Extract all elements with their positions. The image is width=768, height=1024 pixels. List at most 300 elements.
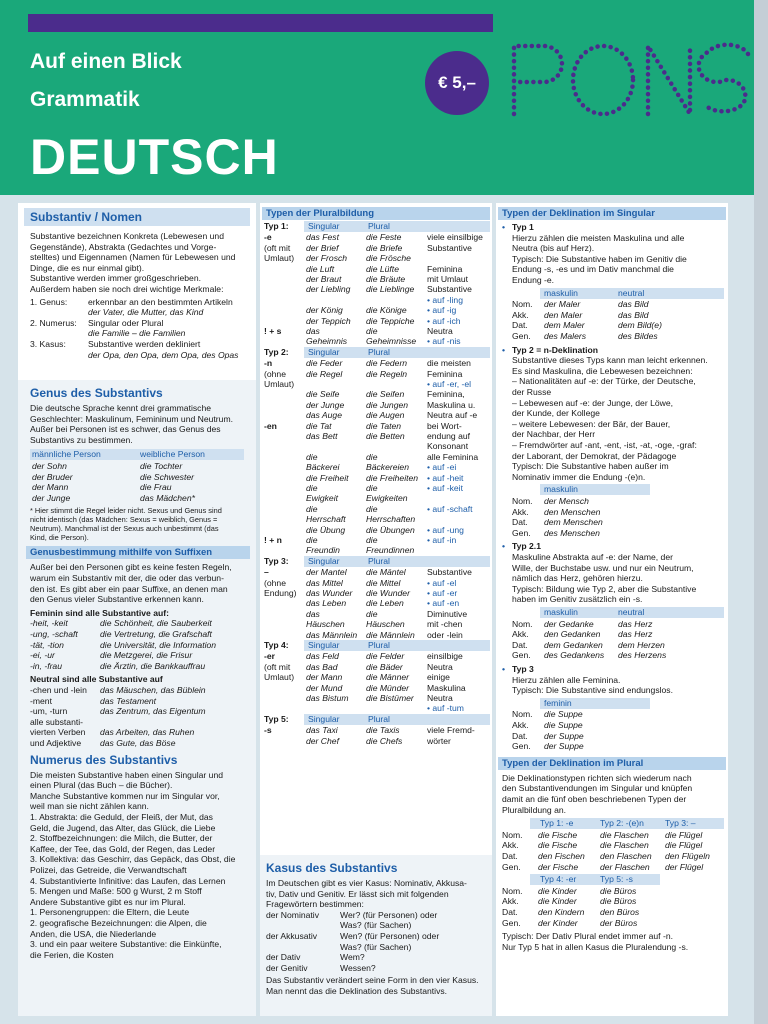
case-form: den Gedanken (544, 629, 601, 640)
plural-form: die (366, 503, 378, 514)
case-label: Nom. (512, 496, 533, 506)
plural-form: die Mäntel (366, 567, 406, 578)
kasus-footer: Man nennt das die Deklination des Substantivs. (266, 986, 448, 996)
genus-female-example: die Frau (140, 482, 172, 493)
plural-type-note: ! + s (264, 326, 282, 336)
plural-form: Geheimnisse (366, 336, 417, 347)
plural-type-note: -en (264, 420, 277, 431)
plural-type-label: Typ 1: (264, 221, 289, 231)
case-form: der Suppe (544, 730, 584, 741)
bullet: • (502, 664, 506, 674)
plural-rule: viele Fremd- (427, 725, 475, 736)
numerus-text: 3. Kollektiva: das Geschirr, das Gepäck, das Obst, die (30, 854, 236, 865)
plural-form: die Lüfte (366, 263, 399, 274)
plural-form: die Chefs (366, 735, 403, 746)
feminine-label: Feminin sind alle Substantive auf: (30, 607, 169, 618)
plural-form: die Könige (366, 305, 407, 316)
decl-type-2: Typ 2 = n-Deklination (512, 344, 599, 355)
plural-form: die Taxis (366, 725, 400, 736)
plural-form: die Briefe (366, 242, 403, 253)
footnote: Neutrum). Manchmal ist der Sexus auch unbestimmt (das (30, 524, 219, 534)
plural-rule: • auf -ig (427, 305, 457, 316)
case-label: Gen. (502, 917, 521, 928)
feature-value: Singular oder Plural (88, 317, 164, 328)
footnote: * Hier stimmt die Regel leider nicht. Sexus und Genus sind (30, 506, 222, 516)
genus-head-female: weibliche Person (140, 449, 205, 460)
case-form: der Kinder (538, 917, 578, 928)
case-form: die Flaschen (600, 840, 649, 851)
singular-form: der Mann (306, 672, 343, 683)
plural-rule: • auf -er (427, 588, 458, 598)
plural-form: die Bistümer (366, 693, 414, 703)
kasus-question: Was? (für Sachen) (340, 941, 412, 952)
kasus-question: Wen? (für Personen) oder (340, 931, 440, 941)
suffix-text: warum ein Substantiv mit der, die oder das verbun- (30, 573, 224, 583)
singular-form: der Mund (306, 682, 343, 693)
case-label: Dat. (512, 639, 528, 650)
plural-rule: mit Umlaut (427, 274, 469, 284)
case-label: Dat. (502, 907, 518, 917)
plural-rule: • auf -keit (427, 483, 463, 493)
case-label: Akk. (512, 506, 529, 517)
plural-rule: Feminina (427, 368, 463, 379)
decl-text: Pluralbildung an. (502, 804, 567, 815)
plural-type-note: (oft mit (264, 661, 291, 672)
plural-form: die Mittel (366, 577, 401, 588)
neutral-label: Neutral sind alle Substantive auf (30, 674, 163, 685)
plural-form: Herrschaften (366, 514, 416, 525)
kasus-question: Wessen? (340, 962, 376, 973)
singular-form: der Braut (306, 274, 342, 284)
case-label: Nom. (512, 299, 533, 310)
plural-rule: Neutra (427, 661, 453, 672)
suffix: -um, -turn (30, 706, 68, 717)
singular-form: die (306, 483, 318, 493)
plural-type-note: Umlaut) (264, 672, 295, 683)
plural-form: die Federn (366, 358, 408, 369)
singular-form: die (306, 535, 318, 545)
plural-form: die Frösche (366, 253, 411, 264)
plural-form: die (366, 326, 378, 336)
decl-head: maskulin (544, 484, 578, 495)
numerus-text: Geld, die Jugend, das Alter, das Glück, die Liebe (30, 822, 216, 833)
decl-text: Typisch: Die Substantive haben im Genitiv die (512, 253, 687, 264)
singular-form: die Feder (306, 358, 343, 369)
decl-text: nämlich das Herz, gehören hierzu. (512, 573, 643, 584)
numerus-text: 3. und ein paar weitere Substantive: die Einkünfte, (30, 939, 222, 950)
plural-rule: Maskulina (427, 682, 466, 693)
intro-text: Substantive werden immer großgeschrieben. (30, 273, 202, 284)
singular-form: Geheimnis (306, 336, 348, 347)
bullet: • (502, 541, 506, 552)
intro-text: Gegenstände), Abstrakta (Gedachtes und Vorge- (30, 241, 217, 252)
case-label: Gen. (512, 650, 531, 661)
plural-rule: die meisten (427, 358, 471, 369)
plural-rule: • auf -ung (427, 524, 464, 535)
plural-type-note: Umlaut) (264, 379, 295, 389)
singular-form: das Bistum (306, 693, 349, 703)
suffix-example: die Universität, die Information (100, 639, 217, 650)
singular-form: der Liebling (306, 284, 351, 295)
plural-form: die Bäder (366, 661, 403, 672)
intro-text: Dinge, die es nur einmal gibt). (30, 262, 145, 273)
section-title-suffix: Genusbestimmung mithilfe von Suffixen (26, 546, 250, 559)
decl-type-2-1: Typ 2.1 (512, 541, 541, 552)
case-label: Dat. (502, 851, 518, 861)
feature-value: erkennbar an den bestimmten Artikeln (88, 296, 233, 307)
case-form: den Menschen (544, 506, 601, 517)
plural-rule: endung auf (427, 431, 471, 441)
suffix: -in, -frau (30, 660, 62, 671)
decl-text: Neutra (bis auf Herz). (512, 243, 595, 254)
singular-form: der Chef (306, 735, 339, 746)
genus-text: Substantivs zu bestimmen. (30, 434, 133, 445)
suffix-example: das Gute, das Böse (100, 738, 176, 748)
plural-rule: • auf -in (427, 535, 457, 545)
plural-rule: • auf -en (427, 598, 460, 609)
genus-male-example: der Bruder (32, 471, 73, 482)
case-form: die Flügel (665, 829, 703, 840)
case-form: den Büros (600, 907, 640, 917)
case-label: Nom. (502, 829, 523, 840)
decl-type-3: Typ 3 (512, 664, 534, 674)
decl-text: der Nachbar, der Herr (512, 429, 596, 440)
plural-head-plural: Plural (368, 346, 390, 357)
case-label: Akk. (502, 840, 519, 851)
suffix: -ei, -ur (30, 650, 55, 661)
case-form: dem Bild(e) (618, 320, 662, 331)
plural-head-singular: Singular (308, 346, 340, 357)
case-form: die Fische (538, 829, 578, 840)
plural-rule: Substantive (427, 567, 472, 578)
case-label: Nom. (512, 709, 533, 720)
suffix: -chen und -lein (30, 685, 87, 695)
suffix: und Adjektive (30, 738, 82, 748)
case-form: der Suppe (544, 741, 584, 752)
kasus-name: der Akkusativ (266, 931, 318, 941)
case-form: des Bildes (618, 331, 658, 341)
decl-head: neutral (618, 287, 645, 298)
singular-form: die Freiheit (306, 472, 349, 483)
singular-form: das Wunder (306, 588, 353, 598)
plural-rule: Neutra (427, 693, 453, 703)
case-form: das Herz (618, 629, 653, 640)
suffix: -heit, -keit (30, 618, 68, 629)
case-form: den Fischen (538, 851, 585, 861)
plural-type-note: ! + n (264, 535, 282, 545)
decl-head: Typ 1: -e (540, 818, 574, 829)
case-form: den Kindern (538, 907, 585, 917)
feature-value: Substantive werden dekliniert (88, 339, 201, 349)
decl-text: den Substantivendungen im Singular und knüpfen (502, 783, 693, 794)
section-title-kasus: Kasus des Substantivs (266, 861, 398, 875)
case-label: Akk. (512, 629, 529, 640)
plural-rule: Konsonant (427, 441, 469, 452)
case-form: des Menschen (544, 527, 600, 538)
case-form: die Flügel (665, 840, 703, 851)
genus-male-example: der Junge (32, 492, 71, 503)
case-form: des Gedankens (544, 650, 605, 661)
plural-rule: wörter (427, 735, 451, 746)
singular-form: das Fest (306, 232, 339, 243)
case-label: Nom. (512, 618, 533, 629)
plural-form: die (366, 608, 378, 619)
decl-footer: Nur Typ 5 hat in allen Kasus die Pluralendung -s. (502, 941, 689, 952)
plural-rule: • auf -er, -el (427, 379, 472, 389)
plural-form: die Jungen (366, 399, 409, 410)
plural-form: die Leben (366, 598, 404, 609)
bullet: • (502, 344, 506, 355)
plural-form: die Seifen (366, 389, 405, 400)
plural-form: Freundinnen (366, 545, 415, 556)
suffix-example: das Testament (100, 695, 157, 706)
plural-rule: • auf -ich (427, 315, 461, 326)
plural-rule: oder -lein (427, 629, 463, 640)
suffix-example: das Zentrum, das Eigentum (100, 706, 206, 717)
decl-text: Maskuline Abstrakta auf -e: der Name, der (512, 552, 673, 562)
singular-form: das Feld (306, 651, 339, 662)
plural-rule: • auf -schaft (427, 503, 473, 514)
price-badge: € 5,– (425, 51, 489, 115)
case-form: den Flaschen (600, 851, 652, 861)
plural-rule: mit -chen (427, 619, 463, 630)
plural-type-label: Typ 5: (264, 713, 289, 724)
decl-head: Typ 3: – (665, 818, 696, 829)
plural-type-note: (ohne (264, 368, 286, 379)
case-form: der Maler (544, 299, 581, 310)
decl-text: Hierzu zählen alle Feminina. (512, 674, 621, 685)
plural-type-note: Endung) (264, 588, 297, 598)
plural-form: die Augen (366, 410, 405, 421)
plural-rule: alle Feminina (427, 451, 479, 462)
singular-form: Freundin (306, 545, 340, 556)
plural-rule: einsilbige (427, 651, 463, 662)
case-form: die Fische (538, 840, 578, 851)
section-title-genus: Genus des Substantivs (30, 386, 163, 400)
plural-type-note: -er (264, 651, 275, 662)
plural-head-singular: Singular (308, 221, 340, 231)
plural-type-note: (oft mit (264, 242, 291, 253)
genus-text: Geschlechter: Maskulinum, Femininum und Neutrum. (30, 413, 233, 424)
decl-head: maskulin (544, 607, 578, 617)
bullet: • (502, 222, 506, 232)
plural-rule: • auf -el (427, 577, 457, 588)
numerus-text: 5. Mengen und Maße: 500 g Wurst, 2 m Stoff (30, 886, 202, 897)
singular-form: der König (306, 305, 343, 316)
plural-head-plural: Plural (368, 640, 390, 650)
plural-head-plural: Plural (368, 221, 390, 231)
singular-form: das Auge (306, 410, 342, 421)
case-label: Dat. (512, 320, 528, 331)
singular-form: das Bett (306, 431, 338, 441)
numerus-text: 1. Personengruppen: die Eltern, die Leute (30, 907, 190, 918)
decl-head: Typ 5: -s (600, 874, 633, 885)
numerus-text: Anden, die USA, die Niederlande (30, 928, 157, 939)
plural-rule: Neutra (427, 326, 453, 336)
genus-male-example: der Sohn (32, 461, 67, 471)
case-label: Gen. (512, 741, 531, 752)
plural-form: Bäckereien (366, 462, 409, 473)
case-label: Nom. (502, 885, 523, 896)
plural-type-note: (ohne (264, 577, 286, 588)
case-form: das Bild (618, 299, 649, 310)
section-title-decl-plural: Typen der Deklination im Plural (498, 757, 726, 770)
kasus-text: Fragewörtern bestimmen: (266, 899, 364, 910)
plural-type-label: Typ 3: (264, 555, 289, 566)
numerus-text: 1. Abstrakta: die Geduld, der Fleiß, der Mut, das (30, 812, 213, 822)
case-form: des Malers (544, 331, 587, 341)
kasus-footer: Das Substantiv verändert seine Form in den vier Kasus. (266, 975, 479, 986)
numerus-text: weil man sie nicht zählen kann. (30, 801, 149, 812)
plural-rule: Neutra auf -e (427, 410, 478, 421)
singular-form: die Luft (306, 263, 335, 274)
singular-form: die (306, 503, 318, 514)
suffix-text: den ist. Es gibt aber ein paar Suffixe, an denen man (30, 583, 228, 594)
genus-text: Die deutsche Sprache kennt drei grammatische (30, 403, 212, 413)
case-form: die Suppe (544, 709, 583, 720)
plural-form: die Übungen (366, 524, 415, 535)
decl-text: Es sind Maskulina, die Lebewesen bezeichnen: (512, 365, 693, 376)
case-form: die Büros (600, 896, 637, 907)
plural-form: die Lieblinge (366, 284, 415, 295)
plural-type-note: -s (264, 725, 272, 736)
suffix-example: die Schönheit, die Sauberkeit (100, 618, 212, 629)
intro-text: Substantive bezeichnen Konkreta (Lebewesen und (30, 231, 224, 241)
plural-type-note: – (264, 567, 269, 578)
singular-form: der Junge (306, 399, 345, 410)
decl-text: der Kunde, der Kollege (512, 408, 600, 419)
singular-form: das Leben (306, 598, 347, 609)
numerus-text: Manche Substantive kommen nur im Singular vor, (30, 790, 220, 801)
plural-form: die Regeln (366, 368, 408, 379)
singular-form: Herrschaft (306, 514, 346, 525)
intro-text: Außerdem haben sie noch drei wichtige Merkmale: (30, 284, 224, 294)
kasus-question: Was? (für Sachen) (340, 920, 412, 931)
case-form: dem Herzen (618, 639, 665, 650)
numerus-text: Polizei, das Getreide, die Verwandtschaft (30, 865, 187, 875)
case-form: der Gedanke (544, 618, 594, 629)
footnote: nicht identisch (das Mädchen: Sexus = weiblich, Genus = (30, 515, 218, 525)
decl-text: Wille, der Buchstabe usw. und nur ein Neutrum, (512, 562, 694, 573)
case-form: die Flaschen (600, 829, 649, 840)
decl-text: der Laborant, der Demokrat, der Pädagoge (512, 450, 677, 461)
plural-form: die Männer (366, 672, 409, 683)
plural-form: die Betten (366, 431, 405, 441)
singular-form: Häuschen (306, 619, 345, 630)
decl-text: Endung -e. (512, 275, 555, 285)
suffix: alle substanti- (30, 716, 84, 727)
decl-head: Typ 2: -(e)n (600, 818, 644, 829)
footnote: Kind, die Person). (30, 533, 89, 543)
suffix-example: das Arbeiten, das Ruhen (100, 727, 195, 738)
feature-example: die Familie – die Familien (88, 328, 186, 339)
plural-form: die Männlein (366, 629, 415, 640)
case-label: Gen. (502, 861, 521, 872)
plural-rule: • auf -ling (427, 294, 463, 305)
case-form: des Herzens (618, 650, 667, 661)
feature-key: 2. Numerus: (30, 317, 77, 328)
singular-form: das Bad (306, 661, 338, 672)
pons-logo (508, 40, 753, 118)
plural-rule: viele einsilbige (427, 232, 483, 243)
kasus-text: Im Deutschen gibt es vier Kasus: Nominativ, Akkusa- (266, 878, 467, 888)
plural-form: die (366, 483, 378, 493)
plural-form: die Taten (366, 420, 402, 431)
case-label: Dat. (512, 517, 528, 528)
plural-form: die (366, 451, 378, 462)
singular-form: der Mantel (306, 567, 347, 578)
plural-rule: • auf -heit (427, 472, 464, 483)
section-title-decl-singular: Typen der Deklination im Singular (498, 207, 726, 220)
singular-form: Bäckerei (306, 462, 340, 473)
case-form: das Bild (618, 309, 649, 320)
numerus-text: Kaffee, der Tee, das Gold, der Regen, das Leder (30, 843, 216, 854)
suffix-example: die Ärztin, die Bankkauffrau (100, 660, 206, 671)
case-form: den Maler (544, 309, 583, 320)
plural-rule: Substantive (427, 242, 472, 253)
page-edge (754, 0, 768, 1024)
singular-form: die Übung (306, 524, 346, 535)
section-title-substantiv: Substantiv / Nomen (24, 208, 250, 226)
decl-text: Die Deklinationstypen richten sich wiederum nach (502, 772, 692, 783)
case-form: die Kinder (538, 885, 577, 896)
plural-form: Häuschen (366, 619, 405, 630)
numerus-text: 4. Substantivierte Infinitive: das Laufen, das Lernen (30, 875, 226, 886)
plural-rule: einige (427, 672, 450, 683)
plural-head-plural: Plural (368, 713, 390, 724)
section-title-numerus: Numerus des Substantivs (30, 752, 178, 767)
plural-type-note: -n (264, 358, 273, 369)
plural-form: die (366, 535, 378, 545)
decl-text: damit an die fünf oben beschriebenen Typen der (502, 794, 687, 804)
plural-rule: • auf -tum (427, 703, 464, 714)
plural-type-label: Typ 2: (264, 346, 289, 357)
case-form: die Suppe (544, 720, 583, 730)
singular-form: das (306, 326, 320, 336)
kasus-name: der Nominativ (266, 909, 320, 920)
kasus-question: Wer? (für Personen) oder (340, 909, 438, 920)
plural-head-singular: Singular (308, 555, 340, 566)
genus-head-male: männliche Person (32, 449, 101, 460)
singular-form: die (306, 451, 318, 462)
numerus-text: Andere Substantive gibt es nur im Plural. (30, 896, 186, 907)
decl-text: Endung -s, -es und im Dativ manchmal die (512, 264, 674, 275)
case-form: dem Gedanken (544, 639, 603, 650)
suffix: -tät, -tion (30, 639, 64, 650)
plural-head-plural: Plural (368, 555, 390, 566)
numerus-text: die Ferien, die Kosten (30, 949, 114, 960)
decl-head: neutral (618, 607, 645, 617)
decl-text: Hierzu zählen die meisten Maskulina und alle (512, 232, 685, 243)
plural-type-note: Umlaut) (264, 253, 295, 264)
feature-key: 3. Kasus: (30, 339, 66, 349)
decl-text: – Fremdwörter auf -ant, -ent, -ist, -at, -oge, -graf: (512, 440, 697, 450)
decl-footer: Typisch: Der Dativ Plural endet immer auf -n. (502, 931, 673, 942)
case-label: Gen. (512, 331, 531, 341)
suffix-text: Außer bei den Personen gibt es keine festen Regeln, (30, 562, 232, 573)
singular-form: das Männlein (306, 629, 358, 640)
kasus-name: der Dativ (266, 952, 301, 963)
decl-text: – Nationalitäten auf -e: der Türke, der Deutsche, (512, 376, 696, 387)
kasus-question: Wem? (340, 952, 365, 963)
case-form: der Flaschen (600, 861, 650, 872)
singular-form: der Frosch (306, 253, 348, 264)
feature-key: 1. Genus: (30, 296, 68, 307)
singular-form: das (306, 608, 320, 619)
header-line1: Auf einen Blick (30, 50, 182, 73)
decl-text: – Lebewesen auf -e: der Junge, der Löwe, (512, 397, 674, 408)
numerus-text: einen Plural (das Buch – die Bücher). (30, 780, 173, 791)
